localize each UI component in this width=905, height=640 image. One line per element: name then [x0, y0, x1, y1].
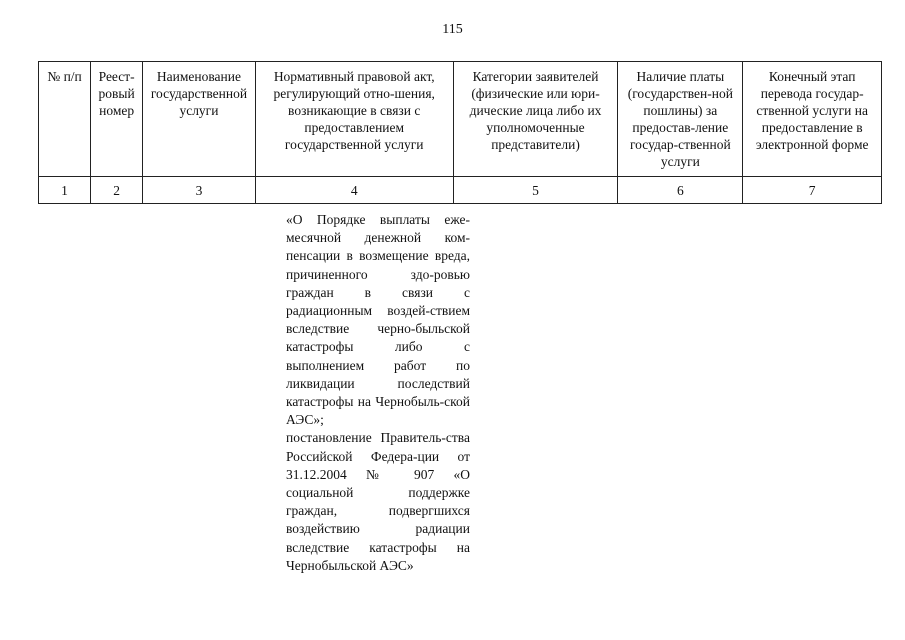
column-number-cell: 7	[743, 177, 882, 204]
legal-act-paragraph: постановление Правитель-ства Российской Федера-ции от 31.12.2004 № 907 «О социальной поддержке граждан, подвергшихся воздействию радиации вследствие катастрофы на Чернобыльской АЭС»	[286, 430, 470, 573]
header-service-name: Наименование государственной услуги	[143, 62, 256, 177]
header-fee: Наличие платы (государствен-ной пошлины) за предостав-ление государ-ственной услуги	[618, 62, 743, 177]
header-final-stage: Конечный этап перевода государ-ственной услуги на предоставление в электронной форме	[743, 62, 882, 177]
column-number-cell: 2	[91, 177, 143, 204]
page-number: 115	[442, 22, 463, 37]
header-registry-number: Реест-ровый номер	[91, 62, 143, 177]
services-table	[38, 61, 882, 204]
table-header-row	[39, 62, 882, 177]
column-number-cell: 1	[39, 177, 91, 204]
column-number-row	[39, 177, 882, 204]
column-number-cell: 4	[255, 177, 453, 204]
column-number-cell: 6	[618, 177, 743, 204]
column-number-cell: 5	[453, 177, 618, 204]
legal-act-continuation	[286, 211, 470, 575]
legal-act-paragraph: «О Порядке выплаты еже-месячной денежной ком-пенсации в возмещение вреда, причиненного здо-ровью граждан в связи с радиационным воздей-ствием вследствие черно-быльской катастрофы либо с выполнением работ по ликвидации последствий катастрофы на Чернобыль-ской АЭС»;	[286, 212, 470, 428]
header-applicant-categories: Категории заявителей (физические или юри-дические лица либо их уполномоченные представители)	[453, 62, 618, 177]
header-number: № п/п	[39, 62, 91, 177]
column-number-cell: 3	[143, 177, 256, 204]
header-legal-act: Нормативный правовой акт, регулирующий отно-шения, возникающие в связи с предоставлением государственной услуги	[255, 62, 453, 177]
